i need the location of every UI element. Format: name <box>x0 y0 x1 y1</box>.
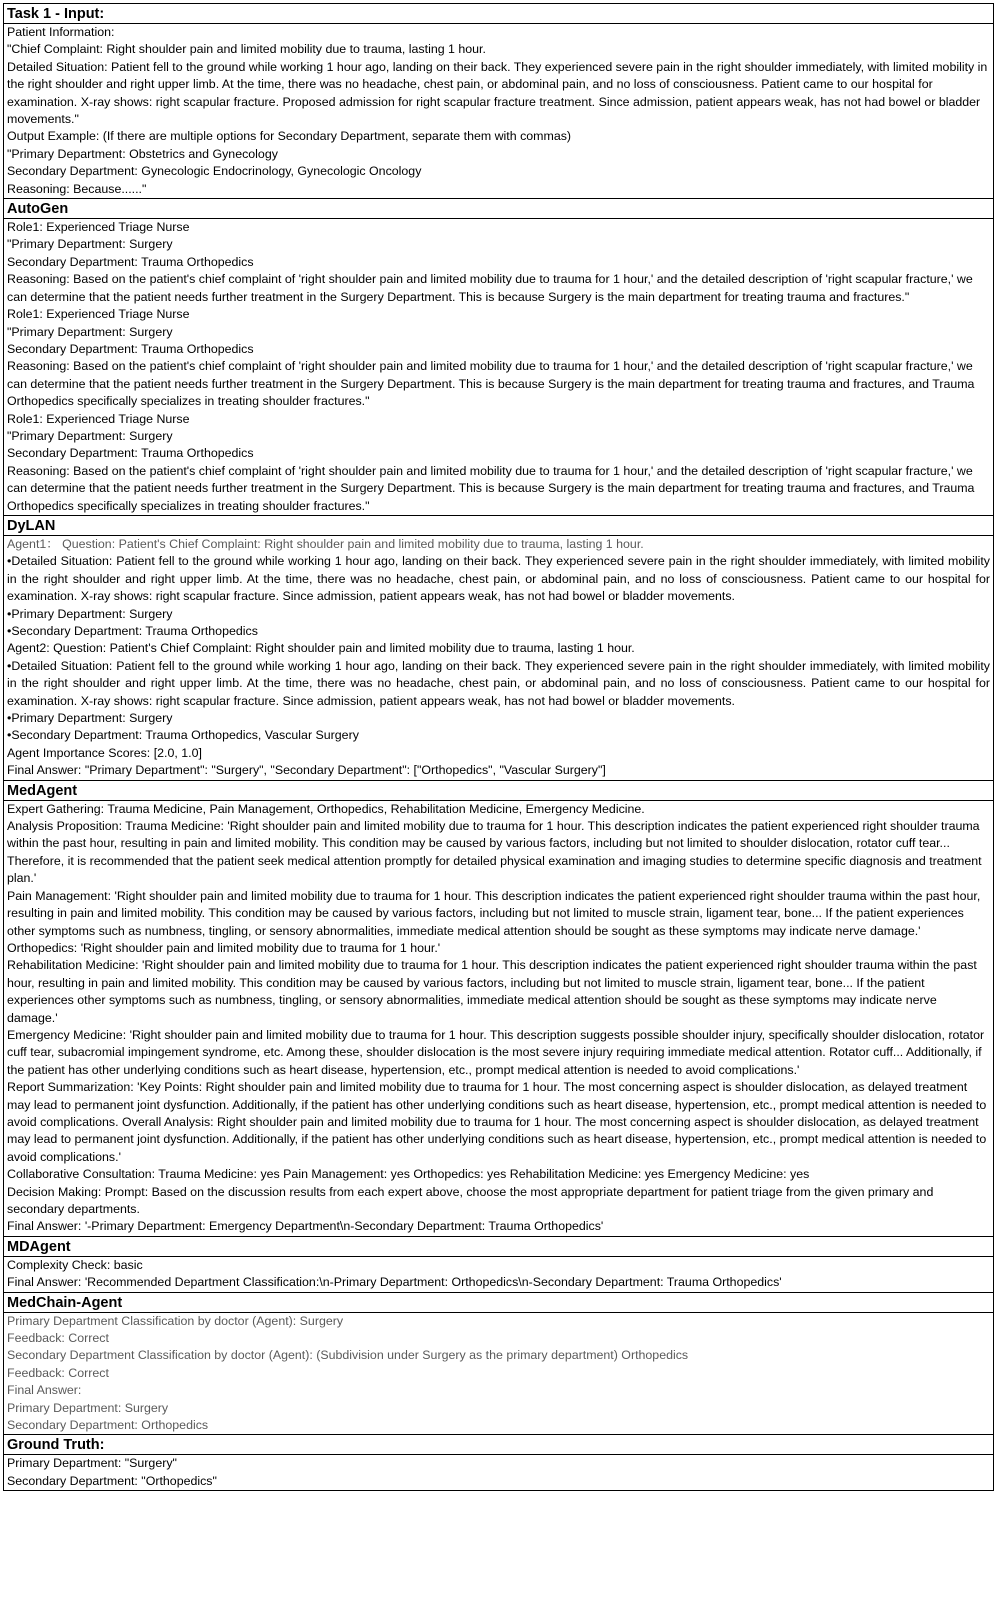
text-line: Report Summarization: 'Key Points: Right shoulder pain and limited mobility due to trauma for 1 hour. The most concerning aspect is shoulder dislocation, as delayed treatment may lead to permanent joint dysfunction. Additionally, if the patient has other underlying conditions such as heart disease, hypertension, etc., prompt medical attention is needed to avoid complications. Overall Analysis: Right shoulder pain and limited mobility due to trauma for 1 hour. The most concerning aspect is shoulder dislocation, as delayed treatment may lead to permanent joint dysfunction. Additionally, if the patient has other underlying conditions such as heart disease, hypertension, etc., prompt medical attention is needed to avoid complications.' <box>7 1080 987 1164</box>
text-line: "Primary Department: Obstetrics and Gynecology <box>7 146 278 161</box>
text-line: Final Answer: <box>7 1383 82 1398</box>
text-line: Patient Information: <box>7 25 115 39</box>
text-line: Expert Gathering: Trauma Medicine, Pain Management, Orthopedics, Rehabilitation Medicine, Emergency Medicine. <box>7 801 645 816</box>
text-line: Feedback: Correct <box>7 1365 109 1380</box>
text-line: •Detailed Situation: Patient fell to the ground while working 1 hour ago, landing on their back. They experienced severe pain in the right shoulder immediately, with limited mobility in the right shoulder and right upper limb. At the time, there was no headache, chest pain, or abdominal pain, and no loss of consciousness. Patient came to our hospital for examination. X-ray shows: right scapular fracture. Since admission, patient appears weak, has not had bowel or bladder movements. <box>7 554 990 604</box>
text-line: Primary Department: Surgery <box>7 1400 169 1415</box>
text-line: Analysis Proposition: Trauma Medicine: 'Right shoulder pain and limited mobility due to trauma for 1 hour. This description indicates the patient experienced right shoulder trauma within the past hour, resulting in pain and limited mobility. This condition may be caused by various factors, including but not limited to shoulder dislocation, rotator cuff tear... Therefore, it is recommended that the patient seek medical attention promptly for detailed physical examination and imaging studies to determine specific diagnosis and treatment plan.' <box>7 819 982 886</box>
text-line: •Detailed Situation: Patient fell to the ground while working 1 hour ago, landing on their back. They experienced severe pain in the right shoulder immediately, with limited mobility in the right shoulder and right upper limb. At the time, there was no headache, chest pain, or abdominal pain, and no loss of consciousness. Patient came to our hospital for examination. X-ray shows: right scapular fracture. Since admission, patient appears weak, has not had bowel or bladder movements. <box>7 658 990 708</box>
text-line: Secondary Department: Orthopedics <box>7 1418 209 1433</box>
text-line: •Secondary Department: Trauma Orthopedics <box>7 624 258 638</box>
text-line: Orthopedics: 'Right shoulder pain and limited mobility due to trauma for 1 hour.' <box>7 940 441 955</box>
text-line: Secondary Department Classification by doctor (Agent): (Subdivision under Surgery as the primary department) Orthopedics <box>7 1348 689 1363</box>
text-line: Primary Department: "Surgery" <box>7 1456 177 1471</box>
text-line: Reasoning: Based on the patient's chief complaint of 'right shoulder pain and limited mobility due to trauma for 1 hour,' and the detailed description of 'right scapular fracture,' we can determine that the patient needs further treatment in the Surgery Department. This is because Surgery is the main department for treating trauma and fractures." <box>7 272 973 304</box>
text-line: Role1: Experienced Triage Nurse <box>7 307 190 322</box>
section-title-mdagent: MDAgent <box>4 1237 993 1257</box>
text-line: Reasoning: Because......" <box>7 181 147 196</box>
text-line: "Primary Department: Surgery <box>7 428 173 443</box>
text-line: Role1: Experienced Triage Nurse <box>7 220 190 235</box>
section-body-medagent <box>4 801 993 1237</box>
text-line: Secondary Department: Trauma Orthopedics <box>7 254 254 269</box>
section-title-ground-truth: Ground Truth: <box>4 1435 993 1455</box>
text-line: Output Example: (If there are multiple options for Secondary Department, separate them with commas) <box>7 129 572 144</box>
text-line: "Primary Department: Surgery <box>7 237 173 252</box>
text-line: Pain Management: 'Right shoulder pain and limited mobility due to trauma for 1 hour. This description indicates the patient experienced right shoulder trauma within the past hour, resulting in pain and limited mobility. This condition may be caused by various factors, including but not limited to muscle strain, ligament tear, bone... If the patient experiences other symptoms such as numbness, tingling, or sensory abnormalities, immediate medical attention should be sought as these symptoms may indicate nerve damage.' <box>7 888 981 938</box>
section-body-ground-truth <box>4 1455 993 1491</box>
text-line: •Primary Department: Surgery <box>7 711 173 726</box>
text-line: Reasoning: Based on the patient's chief complaint of 'right shoulder pain and limited mobility due to trauma for 1 hour,' and the detailed description of 'right scapular fracture,' we can determine that the patient needs further treatment in the Surgery Department. This is because Surgery is the main department for treating trauma and fractures, and Trauma Orthopedics specifically specializes in treating shoulder fractures." <box>7 359 975 409</box>
section-title-autogen: AutoGen <box>4 199 993 219</box>
text-line: Reasoning: Based on the patient's chief complaint of 'right shoulder pain and limited mobility due to trauma for 1 hour,' and the detailed description of 'right scapular fracture,' we can determine that the patient needs further treatment in the Surgery Department. This is because Surgery is the main department for treating trauma and fractures, and Trauma Orthopedics specifically specializes in treating shoulder fractures." <box>7 463 975 513</box>
text-line: Agent Importance Scores: [2.0, 1.0] <box>7 745 202 760</box>
text-line: Secondary Department: Trauma Orthopedics <box>7 341 254 356</box>
section-body-medchain-agent <box>4 1313 993 1436</box>
section-body-task-input <box>4 24 993 199</box>
text-line: Final Answer: '-Primary Department: Emergency Department\n-Secondary Department: Trauma Orthopedics' <box>7 1219 604 1234</box>
text-line: •Secondary Department: Trauma Orthopedics, Vascular Surgery <box>7 728 359 743</box>
text-line: •Primary Department: Surgery <box>7 606 173 621</box>
document-table <box>3 3 994 1491</box>
text-line: "Chief Complaint: Right shoulder pain and limited mobility due to trauma, lasting 1 hour. <box>7 42 486 57</box>
text-line: Complexity Check: basic <box>7 1257 143 1272</box>
text-line: Collaborative Consultation: Trauma Medicine: yes Pain Management: yes Orthopedics: yes Rehabilitation Medicine: yes Emergency Medicine: yes <box>7 1167 810 1182</box>
text-line: Feedback: Correct <box>7 1331 109 1346</box>
section-title-task-input: Task 1 - Input: <box>4 4 993 24</box>
text-line: "Primary Department: Surgery <box>7 324 173 339</box>
section-body-mdagent <box>4 1257 993 1293</box>
text-line: Secondary Department: "Orthopedics" <box>7 1473 217 1488</box>
text-line: Final Answer: 'Recommended Department Classification:\n-Primary Department: Orthopedics\n-Secondary Department: Trauma Orthopedics' <box>7 1275 782 1290</box>
text-line: Agent2: Question: Patient's Chief Complaint: Right shoulder pain and limited mobility due to trauma, lasting 1 hour. <box>7 641 635 656</box>
text-line: Detailed Situation: Patient fell to the ground while working 1 hour ago, landing on their back. They experienced severe pain in the right shoulder immediately, with limited mobility in the right shoulder and right upper limb. At the time, there was no headache, chest pain, or abdominal pain, and no loss of consciousness. Patient came to our hospital for examination. X-ray shows: right scapular fracture. Proposed admission for right scapular fracture treatment. Since admission, patient appears weak, has not had bowel or bladder movements." <box>7 59 988 127</box>
text-line: Agent1： Question: Patient's Chief Complaint: Right shoulder pain and limited mobility due to trauma, lasting 1 hour. <box>7 536 644 551</box>
section-body-autogen <box>4 219 993 516</box>
text-line: Role1: Experienced Triage Nurse <box>7 411 190 426</box>
text-line: Secondary Department: Gynecologic Endocrinology, Gynecologic Oncology <box>7 164 422 179</box>
text-line: Secondary Department: Trauma Orthopedics <box>7 446 254 461</box>
text-line: Decision Making: Prompt: Based on the discussion results from each expert above, choose the most appropriate department for patient triage from the given primary and secondary departments. <box>7 1184 934 1216</box>
text-line: Emergency Medicine: 'Right shoulder pain and limited mobility due to trauma for 1 hour. This description suggests possible shoulder injury, specifically shoulder dislocation, rotator cuff tear, subacromial impingement syndrome, etc. Among these, shoulder dislocation is the most severe injury requiring immediate medical attention. Rotator cuff... Additionally, if the patient has other underlying conditions such as heart disease, hypertension, etc., prompt medical attention is needed to avoid complications.' <box>7 1027 985 1077</box>
section-title-medchain-agent: MedChain-Agent <box>4 1293 993 1313</box>
section-title-medagent: MedAgent <box>4 781 993 801</box>
text-line: Rehabilitation Medicine: 'Right shoulder pain and limited mobility due to trauma for 1 hour. This description indicates the patient experienced right shoulder trauma within the past hour, resulting in pain and limited mobility. This condition may be caused by various factors, including but not limited to muscle strain, ligament tear, bone... If the patient experiences other symptoms such as numbness, tingling, or sensory abnormalities, immediate medical attention should be sought as these symptoms may indicate nerve damage.' <box>7 958 977 1025</box>
text-line: Primary Department Classification by doctor (Agent): Surgery <box>7 1313 344 1328</box>
section-title-dylan: DyLAN <box>4 516 993 536</box>
text-line: Final Answer: "Primary Department": "Surgery", "Secondary Department": ["Orthopedics", "Vascular Surgery"] <box>7 763 606 778</box>
section-body-dylan <box>4 536 993 781</box>
